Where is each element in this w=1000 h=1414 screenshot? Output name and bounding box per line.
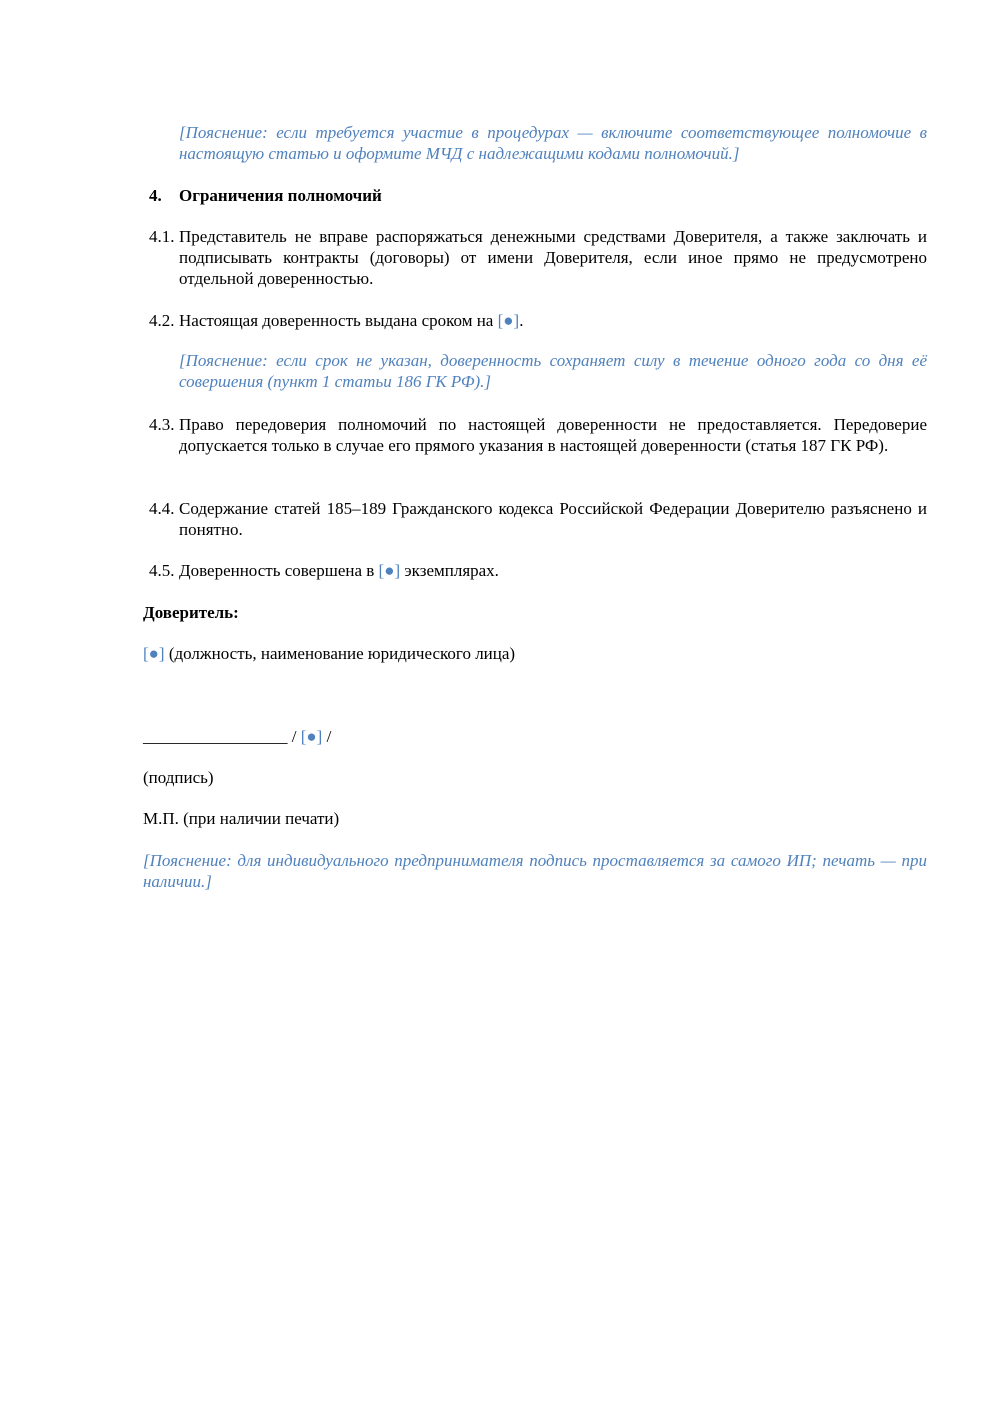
- item-4-3-text: Право передоверия полномочий по настоящей доверенности не предоставляется. Передоверие допускается только в случае его прямого указания в настоящей доверенности (статья 187 ГК РФ).: [179, 415, 927, 455]
- item-4-5-text-after: экземплярах.: [400, 561, 499, 580]
- item-4-2-number: 4.2.: [149, 311, 175, 330]
- signature-line: [143, 726, 331, 747]
- seal-line: М.П. (при наличии печати): [143, 809, 340, 828]
- explanatory-note-term: [Пояснение: если срок не указан, доверенность сохраняет силу в течение одного года со дня её совершения (пункт 1 статьи 186 ГК РФ).]: [179, 351, 927, 391]
- term-placeholder: [●]: [497, 311, 520, 330]
- section-4-number: 4.: [149, 186, 162, 205]
- section-4-title: Ограничения полномочий: [179, 186, 382, 205]
- principal-position-text: (должность, наименование юридического лица): [164, 644, 516, 663]
- principal-placeholder: [●]: [143, 644, 165, 663]
- signature-slash-2: /: [322, 727, 332, 746]
- signature-caption: (подпись): [143, 768, 214, 787]
- explanatory-note-ip: [Пояснение: для индивидуального предпринимателя подпись проставляется за самого ИП; печать — при наличии.]: [143, 851, 927, 891]
- copies-placeholder: [●]: [378, 561, 401, 580]
- item-4-5-number: 4.5.: [149, 561, 175, 580]
- explanatory-note-procedures: [Пояснение: если требуется участие в процедурах — включите соответствующее полномочие в настоящую статью и оформите МЧД с надлежащими кодами полномочий.]: [179, 123, 927, 163]
- principal-heading: Доверитель:: [143, 603, 239, 622]
- item-4-1-text: Представитель не вправе распоряжаться денежными средствами Доверителя, а также заключать и подписывать контракты (договоры) от имени Доверителя, если иное прямо не предусмотрено отдельной доверенностью.: [179, 227, 927, 288]
- item-4-2-text-before: Настоящая доверенность выдана сроком на: [179, 311, 498, 330]
- item-4-3-number: 4.3.: [149, 415, 175, 434]
- item-4-2-text: [179, 310, 523, 331]
- principal-position-line: [143, 643, 515, 664]
- item-4-5-text-before: Доверенность совершена в: [179, 561, 379, 580]
- signatory-name-placeholder: [●]: [300, 727, 323, 746]
- item-4-1-number: 4.1.: [149, 227, 175, 246]
- signature-slash-1: /: [287, 727, 301, 746]
- item-4-5-text: [179, 560, 499, 581]
- item-4-4-number: 4.4.: [149, 499, 175, 518]
- item-4-4-text: Содержание статей 185–189 Гражданского кодекса Российской Федерации Доверителю разъяснено и понятно.: [179, 499, 927, 539]
- item-4-2-text-after: .: [519, 311, 524, 330]
- signature-blank: _________________: [143, 727, 288, 746]
